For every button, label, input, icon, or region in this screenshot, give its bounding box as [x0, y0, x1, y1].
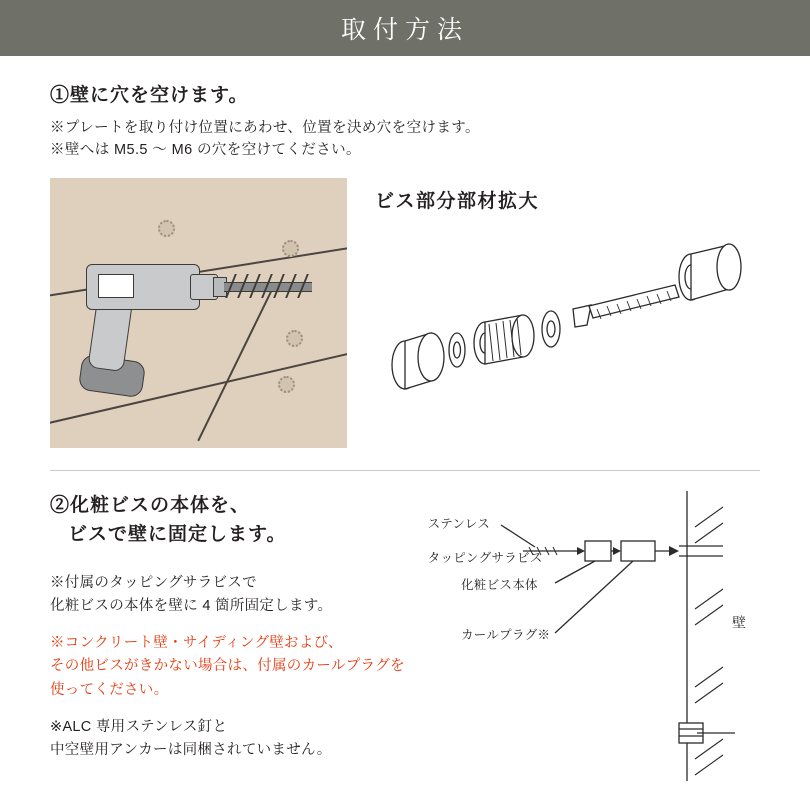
- label-wall: 壁: [731, 614, 747, 631]
- wall-line-3: [197, 288, 273, 441]
- step-2-title-line-1: ②化粧ビスの本体を、: [50, 494, 251, 516]
- step-2-diagram-area: [405, 491, 765, 786]
- step-1-note-1: ※プレートを取り付け位置にあわせ、位置を決め穴を空けます。: [50, 120, 480, 136]
- step-1-section: [0, 56, 810, 448]
- page-header: [0, 0, 810, 56]
- step-2-para-1-line-1: ※付属のタッピングサラビスで: [50, 574, 257, 591]
- page-title: 取付方法: [340, 16, 469, 44]
- drill-hole: [286, 330, 303, 347]
- step-2-text-column: [50, 491, 405, 786]
- drill-label-plate: [98, 274, 134, 298]
- step-2-title-line-2: ビスで壁に固定します。: [68, 524, 287, 546]
- label-stainless-screw: [405, 499, 543, 583]
- step-1-title: ①壁に穴を空けます。: [50, 85, 249, 106]
- step-2-para-1: [50, 572, 405, 618]
- drill-hole: [282, 240, 299, 257]
- exploded-parts-illustration: [375, 217, 755, 432]
- label-curl-plug: カールプラグ※: [461, 627, 551, 642]
- drill-hole: [278, 376, 295, 393]
- step-2-para-3-line-1: ※ALC 専用ステンレス釘と: [50, 718, 228, 735]
- step-2-para-1-line-2: 化粧ビスの本体を壁に 4 箇所固定します。: [50, 598, 333, 614]
- label-decorative-screw-body: 化粧ビス本体: [461, 577, 538, 592]
- parts-diagram-title: ビス部分部材拡大: [375, 190, 540, 212]
- label-stainless-screw-line-2: タッピングサラビス: [427, 550, 543, 565]
- step-2-title: [50, 491, 405, 550]
- step-1-note-2: ※壁へは M5.5 ～ M6 の穴を空けてください。: [50, 142, 361, 159]
- parts-diagram-area: [347, 178, 760, 448]
- label-stainless-screw-line-1: ステンレス: [427, 516, 491, 531]
- step-2-section: [0, 471, 810, 786]
- step-2-para-3-line-2: 中空壁用アンカーは同梱されていません。: [50, 741, 332, 758]
- step-1-body: [50, 178, 760, 448]
- drill-hole: [158, 220, 175, 237]
- step-2-warning: [50, 632, 405, 702]
- step-2-warning-line-2: その他ビスがきかない場合は、付属のカールプラグを使ってください。: [50, 658, 405, 698]
- step-2-para-3: [50, 716, 405, 762]
- step-2-warning-line-1: ※コンクリート壁・サイディング壁および、: [50, 635, 343, 652]
- drill-photo: [50, 178, 347, 448]
